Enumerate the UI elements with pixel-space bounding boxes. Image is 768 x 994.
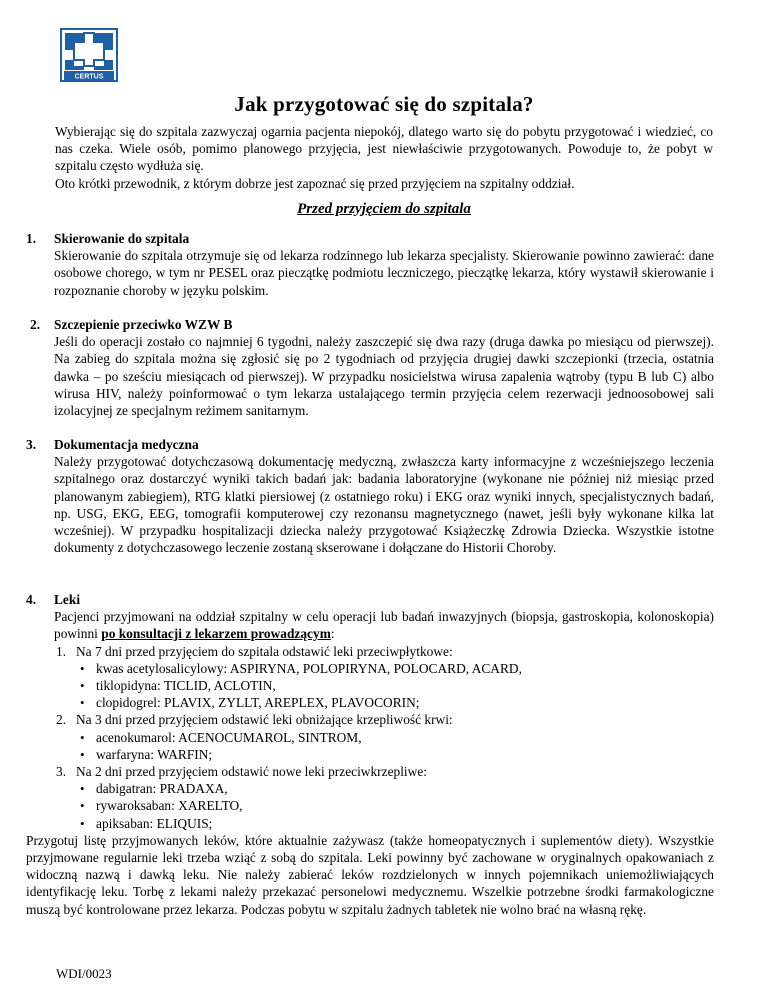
drug-list-1 [80,660,714,712]
section-intro [54,608,714,642]
section-body: Skierowanie do szpitala otrzymuje się od lekarza rodzinnego lub lekarza specjalisty. Skierowanie powinno zawierać: dane osobowe chorego, w tym nr PESEL oraz pieczątkę podmiotu leczniczego, pieczątkę lekarza, który wystawił skierowanie i rozpoznanie choroby w języku polskim. [54,248,714,298]
section-body: Jeśli do operacji zostało co najmniej 6 tygodni, należy zaszczepić się dwa razy (druga dawka po miesiącu od pierwszej). Na zabieg do szpitala można się zgłosić się po 2 tygodniach od przyjęcia drugiej dawki szczepionki (trzecia, ostatnia dawka – po sześciu miesiącach od pierwszej). W przypadku nosicielstwa wirusa zapalenia wątroby (typu B lub C) albo wirusa HIV, należy poinformować o tym lekarza ustalającego termin przyjęcia celem rezerwacji jednoosobowej sali izolacyjnej ze specjalnym reżimem sanitarnym. [54,334,714,419]
section-title: Szczepienie przeciwko WZW B [54,317,233,332]
section-title: Skierowanie do szpitala [54,231,190,246]
intro-paragraph-2: Oto krótki przewodnik, z którym dobrze jest zapoznać się przed przyjęciem na szpitalny oddział. [55,175,575,191]
section-1 [26,230,714,299]
emphasis-text: po konsultacji z lekarzem prowadzącym [101,626,331,642]
section-intro-text: Pacjenci przyjmowani na oddział szpitalny w celu operacji lub badań inwazyjnych (biopsja, gastroskopia, kolonoskopia) powinni [54,609,714,642]
list-item: • dabigatran: PRADAXA, [80,780,714,797]
logo-text: CERTUS [74,73,104,81]
sub-step-1 [54,643,714,660]
list-item: • kwas acetylosalicylowy: ASPIRYNA, POLOPIRYNA, POLOCARD, ACARD, [80,660,714,677]
closing-paragraph: Przygotuj listę przyjmowanych leków, które aktualnie zażywasz (także homeopatycznych i suplementów diety). Wszystkie przyjmowane regularnie leki trzeba wziąć z sobą do szpitala. Leki powinny być zachowane w oryginalnych opakowaniach z widoczną nazwą i dawką leku. Nie należy zabierać leków rozdzielonych w innych pojemnikach uniemożliwiających identyfikację leku. Torbę z lekami należy przekazać personelowi medycznemu. Wszelkie potrzebne środki farmakologiczne muszą być kontrolowane przez lekarza. Podczas pobytu w szpitalu żadnych tabletek nie wolno brać na własną rękę. [26,832,714,917]
section-4 [26,591,714,918]
section-number: 1. [26,231,37,246]
document-code: WDI/0023 [56,966,112,981]
section-number: 4. [26,592,37,607]
section-number: 2. [30,317,41,332]
sub-step-text: Na 2 dni przed przyjęciem odstawić nowe leki przeciwkrzepliwe: [76,764,427,780]
list-item: • warfaryna: WARFIN; [80,746,714,763]
drug-list-2 [80,729,714,763]
section-heading: Przed przyjęciem do szpitala [297,201,471,217]
section-3 [26,436,714,556]
list-item: • tiklopidyna: TICLID, ACLOTIN, [80,677,714,694]
page-title: Jak przygotować się do szpitala? [234,92,534,116]
sub-step-number: 3. [56,764,67,780]
intro-paragraph: Wybierając się do szpitala zazwyczaj ogarnia pacjenta niepokój, dlatego warto się do pobytu przygotować i wiedzieć, co nas czeka. Wiele osób, pomimo planowego przyjęcia, jest niewłaściwie przygotowanych. Powoduje to, że pobyt w szpitalu często wydłuża się. [55,124,713,174]
certus-logo [60,28,118,82]
section-title: Leki [54,592,81,607]
sub-step-number: 1. [56,643,67,659]
section-2 [26,316,714,419]
section-title: Dokumentacja medyczna [54,437,199,452]
list-item: • acenokumarol: ACENOCUMAROL, SINTROM, [80,729,714,746]
section-number: 3. [26,437,37,452]
intro [55,123,713,192]
sub-step-3 [54,763,714,780]
section-intro-end: : [330,626,335,642]
sub-step-number: 2. [56,712,67,728]
list-item: • clopidogrel: PLAVIX, ZYLLT, AREPLEX, PLAVOCORIN; [80,694,714,711]
drug-list-3 [80,780,714,832]
section-body: Należy przygotować dotychczasową dokumentację medyczną, zwłaszcza karty informacyjne z wcześniejszego leczenia szpitalnego oraz dostarczyć wyniki takich badań jak: badania laboratoryjne (wykonane nie później niż miesiąc przed planowanym zabiegiem), RTG klatki piersiowej (z ostatniego roku) i EKG oraz wyniki innych, specjalistycznych badań, np. USG, EKG, EEG, tomografii komputerowej czy rezonansu magnetycznego (nawet, jeśli były wykonane kilka lat wcześniej). W przypadku hospitalizacji dziecka należy przygotować Książeczkę Zdrowia Dziecka. Wszystkie istotne dokumenty z dotychczasowego leczenie zostaną skserowane i dołączane do Historii Choroby. [54,454,714,556]
sub-step-2 [54,711,714,728]
list-item: • rywaroksaban: XARELTO, [80,797,714,814]
list-item: • apiksaban: ELIQUIS; [80,815,714,832]
sub-step-text: Na 3 dni przed przyjęciem odstawić leki obniżające krzepliwość krwi: [76,712,453,728]
sub-step-text: Na 7 dni przed przyjęciem do szpitala odstawić leki przeciwpłytkowe: [76,643,453,659]
